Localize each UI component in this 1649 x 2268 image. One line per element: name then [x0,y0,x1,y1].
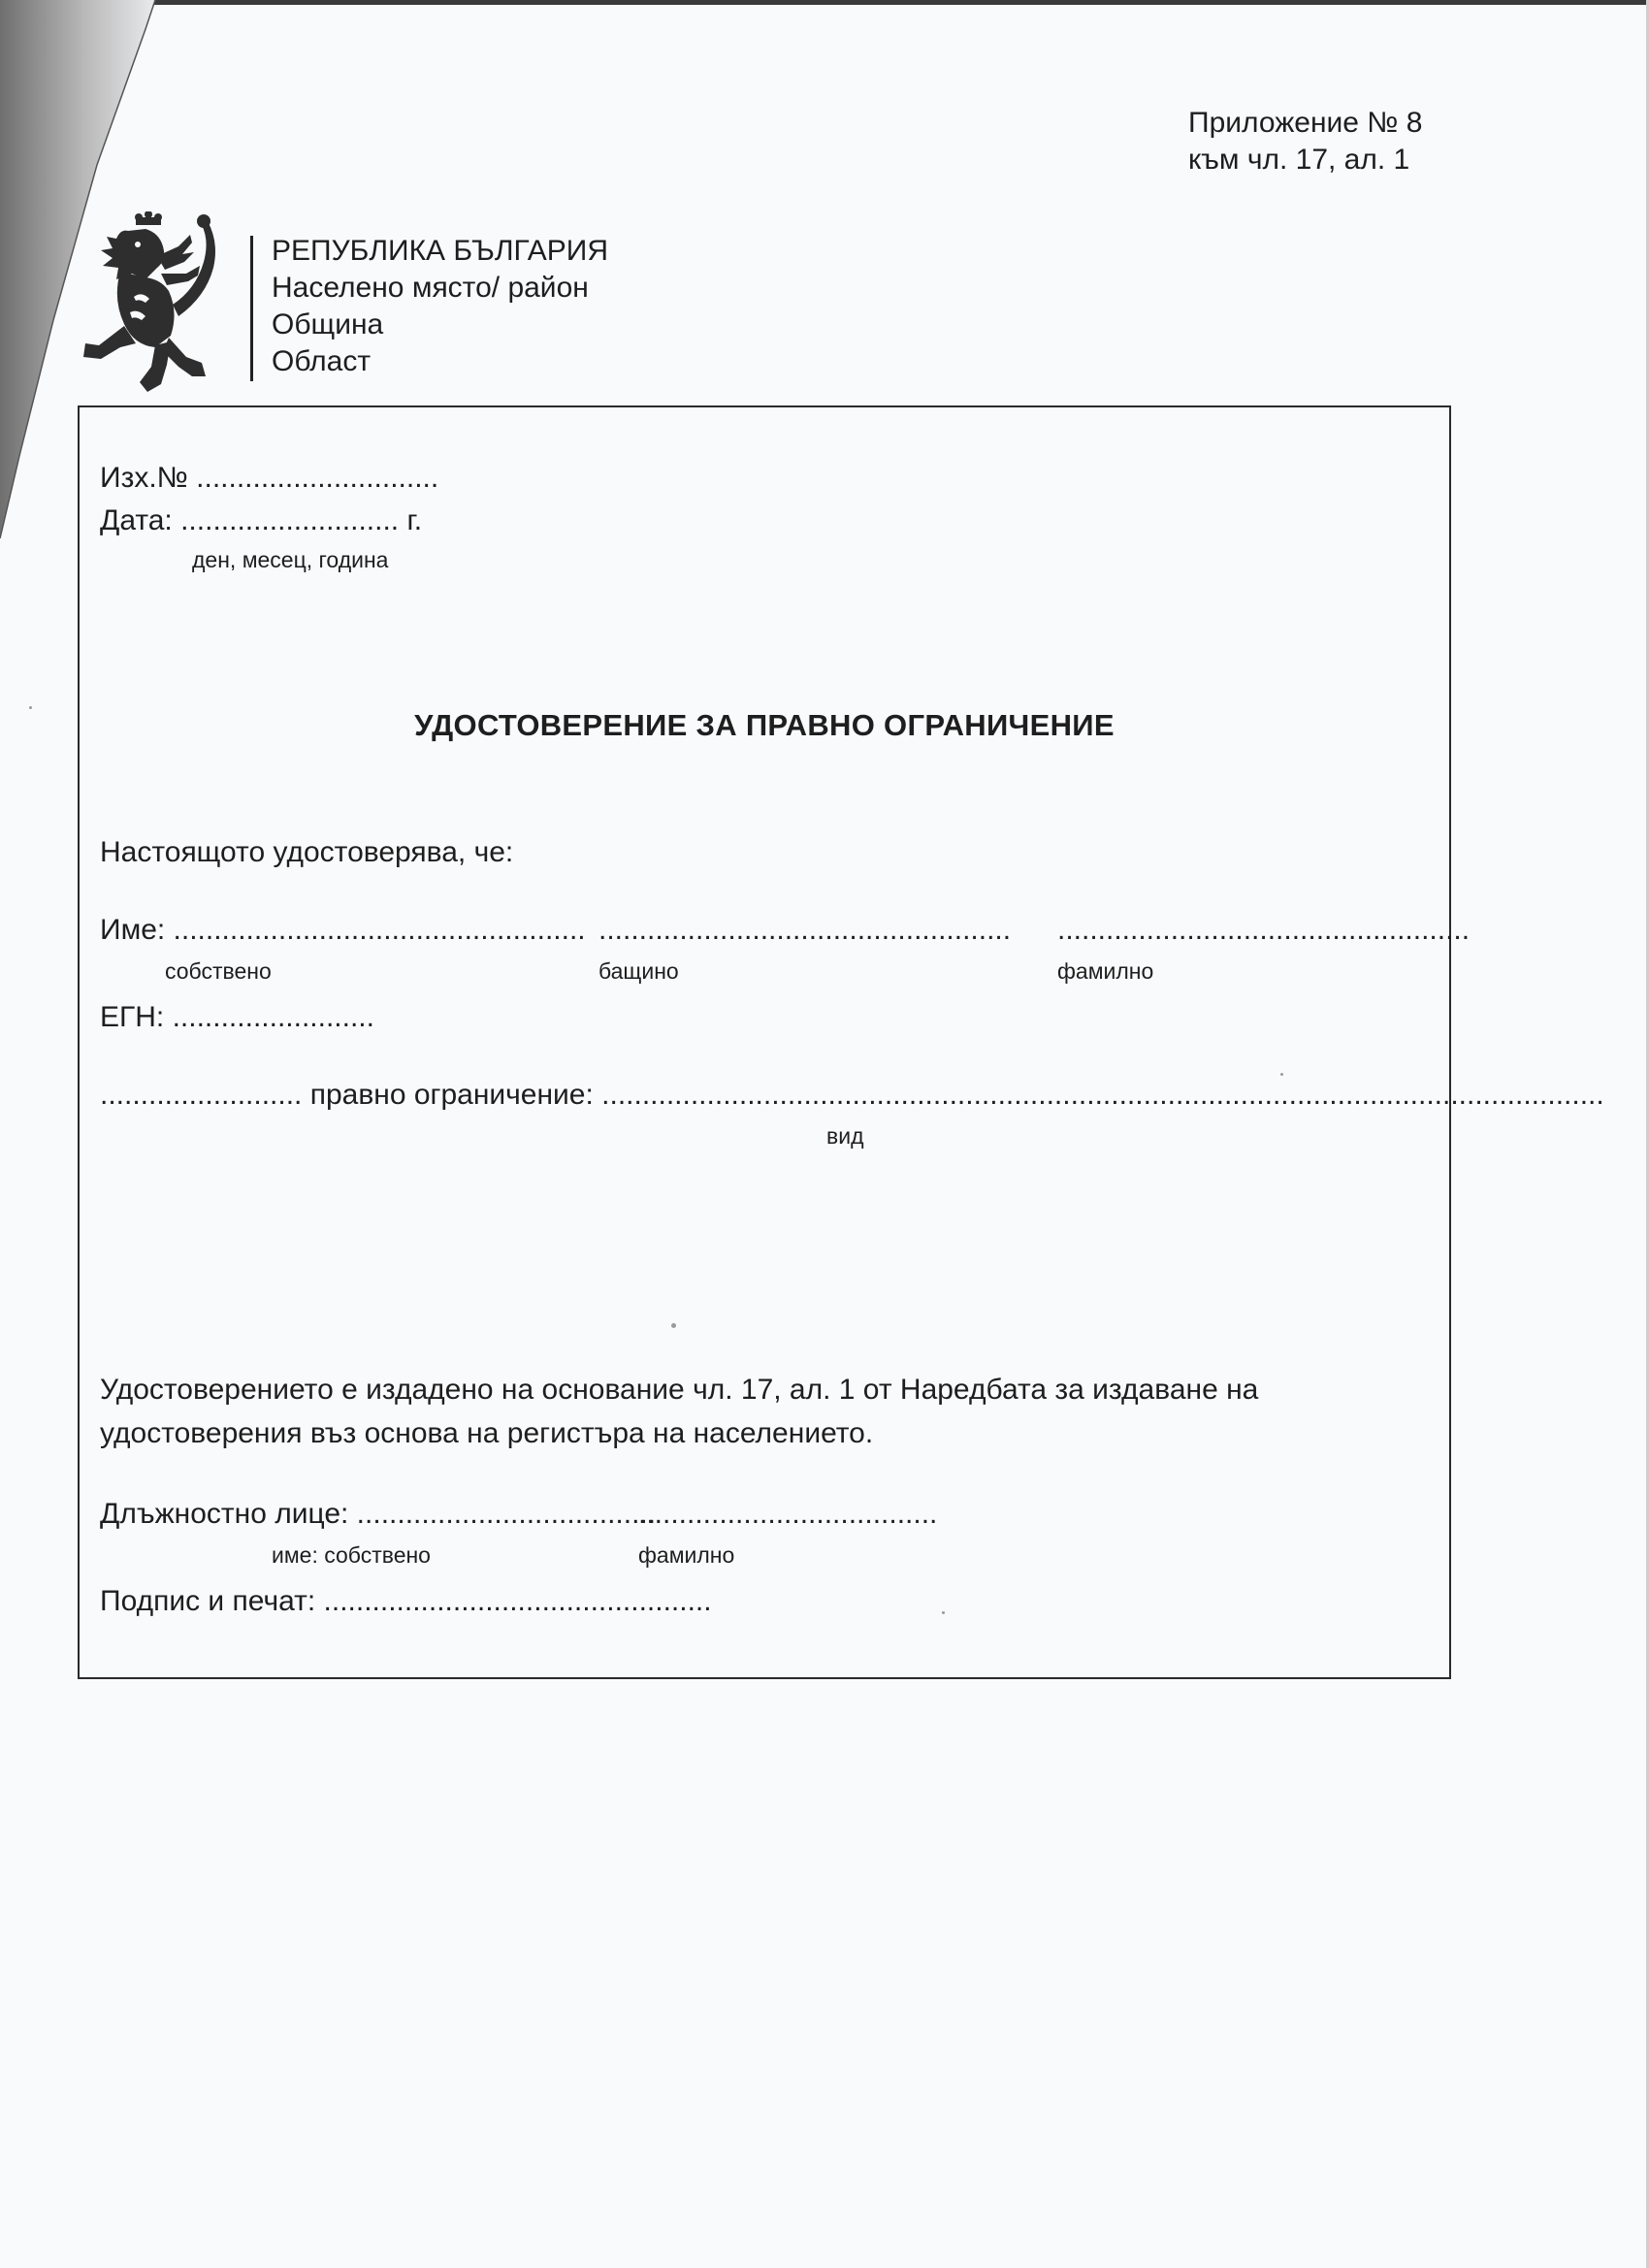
settlement-field: Населено място/ район [272,272,589,304]
middle-name-field[interactable]: ................................................... [598,914,1012,946]
date-field[interactable]: Дата: ........................... г. [100,504,423,536]
scan-speck [942,1611,945,1614]
legal-basis-text: Удостоверението е издадено на основание чл. 17, ал. 1 от Наредбата за издаване на удостоверения въз основа на регистъра на населението. [100,1374,1259,1449]
annex-number: Приложение № 8 [1188,107,1423,139]
bulgarian-coat-of-arms-lion-icon [78,211,223,396]
official-last-name-field[interactable]: ..................................... [638,1498,938,1530]
certificate-form [78,405,1604,1679]
restriction-field[interactable]: ......................... правно ограничение: ............................................................................................................................ [100,1079,1604,1111]
certificate-title: УДОСТОВЕРЕНИЕ ЗА ПРАВНО ОГРАНИЧЕНИЕ [414,708,1115,742]
official-first-name-hint: име: собствено [272,1542,431,1568]
intro-text: Настоящото удостоверява, че: [100,836,514,868]
official-last-name-hint: фамилно [638,1542,735,1568]
first-name-field[interactable]: Име: ................................................... [100,914,586,946]
issuing-authority-header [272,233,608,380]
signature-stamp-field[interactable]: Подпис и печат: ................................................ [100,1585,712,1617]
region-field: Област [272,345,372,377]
header-divider [250,236,253,381]
annex-reference [1188,105,1423,178]
last-name-field[interactable]: ................................................... [1057,914,1471,946]
outgoing-number-field[interactable]: Изх.№ .............................. [100,462,439,494]
country-name: РЕПУБЛИКА БЪЛГАРИЯ [272,235,609,267]
date-hint: ден, месец, година [192,547,389,572]
egn-field[interactable]: ЕГН: ......................... [100,1001,374,1033]
middle-name-hint: бащино [598,958,679,984]
scan-speck [29,706,32,709]
scan-speck [671,1323,676,1328]
municipality-field: Община [272,308,384,340]
official-first-name-field[interactable]: Длъжностно лице: ..................................... [100,1498,657,1530]
first-name-hint: собствено [165,958,272,984]
annex-article: към чл. 17, ал. 1 [1188,144,1410,176]
scan-speck [1280,1073,1283,1076]
restriction-type-hint: вид [826,1123,864,1149]
last-name-hint: фамилно [1057,958,1154,984]
scan-top-edge [0,0,1649,5]
